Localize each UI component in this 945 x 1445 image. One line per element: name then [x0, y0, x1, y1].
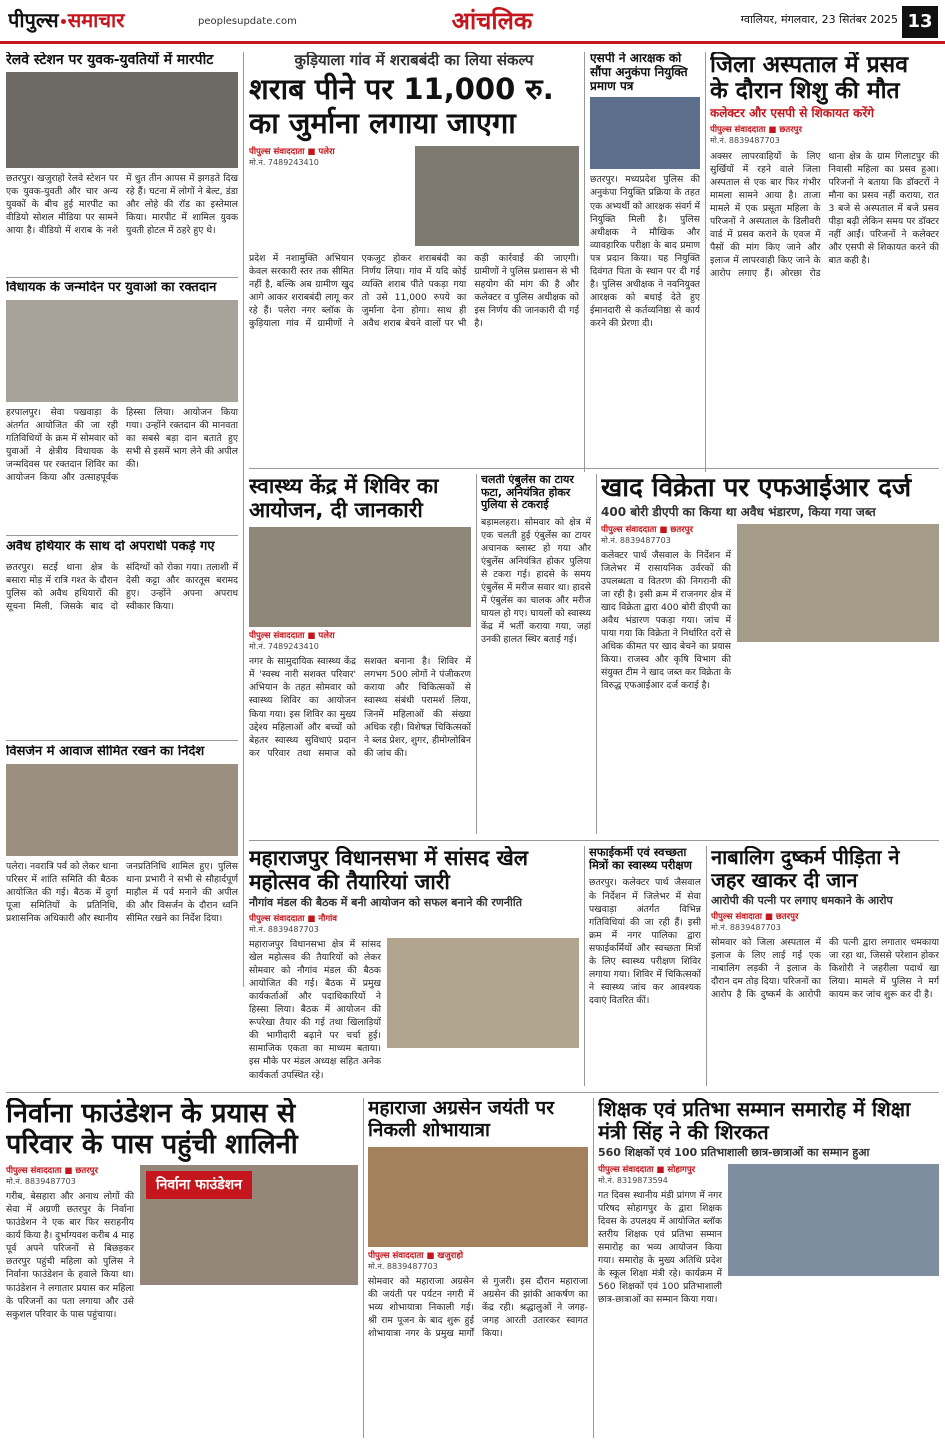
article-headline: महाराजा अग्रसेन जयंती पर निकली शोभायात्रा: [368, 1098, 554, 1141]
article-headline: रेलवे स्टेशन पर युवक-युवतियों में मारपीट: [6, 52, 214, 68]
article-subhead: 400 बोरी डीएपी का किया था अवैध भंडारण, किया गया जब्त: [601, 504, 876, 519]
article-headline: चलती एंबुलेंस का टायर फटा, अनियंत्रित होकर पुलिया से टकराई: [481, 474, 574, 512]
article-photo: [590, 97, 700, 169]
article-headline: अवैध हथियार के साथ दो अपराधी पकड़े गए: [6, 540, 215, 554]
masthead: [0, 0, 945, 44]
article-body: सोमवार को महाराजा अग्रसेन की जयंती पर पर्यटन नगरी में भव्य शोभायात्रा निकाली गई। श्री राम पूजन के बाद शुरू हुई शोभायात्रा नगर के प्रमुख मार्गों से गुजरी। इस दौरान महाराजा अग्रसेन की झांकी आकर्षण का केंद्र रही। श्रद्धालुओं ने जगह-जगह आरती उतारकर स्वागत किया।: [368, 1275, 588, 1339]
article-body: सोमवार को जिला अस्पताल में इलाज के लिए लाई गई एक नाबालिग लड़की ने इलाज के दौरान दम तोड़ दिया। परिजनों का आरोप है कि दुष्कर्म के आरोपी की पत्नी द्वारा लगातार धमकाया जा रहा था, जिससे परेशान होकर किशोरी ने जहरीला पदार्थ खा लिया। मामले में पुलिस ने मर्ग कायम कर जांच शुरू कर दी है।: [711, 936, 939, 1000]
article-mobile: मो.नं. 8839487703: [368, 1261, 438, 1271]
article-body: कलेक्टर पार्थ जैसवाल के निर्देशन में जिलेभर में रासायनिक उर्वरकों की उपलब्धता व वितरण की निगरानी की जा रही है। इसी क्रम में राजनगर क्षेत्र में खाद विक्रेता द्वारा 400 बोरी डीएपी का अवैध भंडारण पकड़ा गया। जांच में पाया गया कि विक्रेता ने निर्धारित दरों से अधिक कीमत पर खाद बेचने का प्रयास किया। राजस्व और कृषि विभाग की संयुक्त टीम ने खाद जब्त कर विक्रेता के विरुद्ध एफआईआर दर्ज कराई है।: [601, 549, 731, 692]
article-photo: [728, 1164, 939, 1276]
photo-banner: निर्वाना फाउंडेशन: [146, 1171, 252, 1199]
article-appointment: [590, 52, 700, 472]
article-byline: पीपुल्स संवाददाता ■ पलेरा: [249, 146, 335, 157]
article-mobile: मो.नं. 8839487703: [249, 924, 319, 934]
article-photo: [6, 764, 238, 856]
article-byline: पीपुल्स संवादाता ■ छतरपुर: [711, 911, 799, 922]
article-headline-line1: जिला अस्पताल में प्रसव: [710, 52, 909, 78]
article-sanitation-health: [589, 846, 701, 1086]
article-headline-line2: के दौरान शिशु की मौत: [710, 78, 900, 105]
article-teacher-honour: [598, 1098, 939, 1440]
article-minor-suicide: [711, 846, 939, 1086]
article-infant-death: [710, 52, 939, 472]
article-subhead: नौगांव मंडल की बैठक में बनी आयोजन को सफल बनाने की रणनीति: [249, 896, 522, 910]
article-sports-festival: [249, 846, 579, 1086]
brand-separator: [61, 19, 66, 24]
article-byline: पीपुल्स संवाददाता ■ छतरपुर: [601, 524, 693, 535]
article-headline: महाराजपुर विधानसभा में सांसद खेल महोत्सव की तैयारियां जारी: [249, 846, 528, 895]
article-subhead: आरोपी की पत्नी पर लगाए धमकाने के आरोप: [711, 894, 893, 907]
article-photo: [249, 527, 471, 627]
article-body: पलेरा। नवरात्रि पर्व को लेकर थाना परिसर में शांति समिति की बैठक आयोजित की गई। बैठक में दुर्गा पूजा समितियों के प्रतिनिधि, प्रशासनिक अधिकारी और स्थानीय जनप्रतिनिधि शामिल हुए। पुलिस थाना प्रभारी ने सभी से सौहार्दपूर्ण माहौल में पर्व मनाने की अपील की और विसर्जन के दौरान ध्वनि सीमित रखने का निर्देश दिया।: [6, 860, 238, 925]
article-body: छतरपुर। मध्यप्रदेश पुलिस की अनुकंपा नियुक्ति प्रक्रिया के तहत एक अभ्यर्थी को आरक्षक संवर्ग में नियुक्ति मिली है। पुलिस अधीक्षक ने मौखिक और व्यावहारिक परीक्षा के बाद प्रमाण पत्र प्रदान किया। यह नियुक्ति दिवंगत पिता के स्थान पर दी गई है। पुलिस अधीक्षक ने नवनियुक्त आरक्षक को बधाई देते हुए ईमानदारी से कर्तव्यनिष्ठा से कार्य करने की प्रेरणा दी।: [590, 174, 700, 330]
article-headline-line1: शराब पीने पर 11,000 रु.: [249, 72, 554, 107]
article-blood-donation: [6, 281, 238, 531]
article-body: प्रदेश में नशामुक्ति अभियान केवल सरकारी स्तर तक सीमित नहीं है, बल्कि अब ग्रामीण खुद आगे आकर शराबबंदी लागू कर रहे हैं। पलेरा नगर ब्लॉक के कुड़ियाला गांव में ग्रामीणों ने एकजुट होकर शराबबंदी का निर्णय लिया। गांव में यदि कोई व्यक्ति शराब पीते पकड़ा गया तो उसे 11,000 रुपये का जुर्माना देना होगा। साथ ही अवैध शराब बेचने वालों पर भी कड़ी कार्रवाई की जाएगी। ग्रामीणों ने पुलिस प्रशासन से भी सहयोग की मांग की है और कलेक्टर व पुलिस अधीक्षक को इस निर्णय की जानकारी दी गई है।: [249, 252, 579, 330]
brand-part-a: पीपुल्स: [8, 8, 59, 32]
article-byline: पीपुल्स संवाददाता ■ पलेरा: [249, 631, 335, 642]
article-mobile: मो.नं. 7489243410: [249, 642, 319, 652]
website-link[interactable]: peoplesupdate.com: [198, 16, 297, 27]
article-photo: [368, 1147, 588, 1247]
article-mobile: मो.नं. 8839487703: [710, 135, 780, 145]
newspaper-logo: [8, 6, 193, 38]
article-kicker: कुड़ियाला गांव में शराबबंदी का लिया संकल्प: [294, 52, 534, 69]
article-mobile: मो.नं. 8319873594: [598, 1175, 668, 1185]
article-body: गरीब, बेसहारा और अनाथ लोगों की सेवा में अग्रणी छतरपुर के निर्वाना फाउंडेशन ने एक बार फिर सराहनीय कार्य किया है। दुर्भाग्यवश करीब 4 माह पूर्व अपने परिजनों से बिछड़कर छतरपुर पहुंची महिला को पुलिस ने निर्वाना फाउंडेशन के हवाले किया था। फाउंडेशन ने लगातार प्रयास कर महिला के परिजनों का पता लगाया और उसे सकुशल परिवार के पास पहुंचाया।: [6, 1191, 134, 1320]
article-mobile: मो.नं. 7489243410: [249, 157, 319, 167]
page-number: 13: [902, 6, 938, 38]
article-headline: स्वास्थ्य केंद्र में शिविर का आयोजन, दी जानकारी: [249, 474, 439, 523]
article-mobile: मो.नं. 8839487703: [601, 535, 671, 545]
article-photo: [737, 524, 939, 642]
article-byline: पीपुल्स संवाददाता ■ छतरपुर: [6, 1166, 98, 1177]
article-agrasen-jayanti: [368, 1098, 588, 1440]
section-title: आंचलिक: [451, 7, 533, 35]
article-body: छतरपुर। कलेक्टर पार्थ जैसवाल के निर्देशन में जिलेभर में सेवा पखवाड़ा अंतर्गत विभिन्न गतिविधियां की जा रही हैं। इसी क्रम में नगर पालिका द्वारा सफाईकर्मियों और स्वच्छता मित्रों के लिए स्वास्थ्य परीक्षण शिविर लगाया गया। शिविर में चिकित्सकों ने स्वास्थ्य जांच कर आवश्यक दवाएं वितरित कीं।: [589, 877, 701, 1006]
article-fertilizer-fir: [601, 474, 939, 834]
article-body: नगर के सामुदायिक स्वास्थ्य केंद्र में 'स्वस्थ नारी सशक्त परिवार' अभियान के तहत सोमवार को स्वास्थ्य शिविर का आयोजन किया गया। इस शिविर का मुख्य उद्देश्य महिलाओं और बच्चों को बेहतर स्वास्थ्य सुविधाएं प्रदान कर परिवार तथा समाज को सशक्त बनाना है। शिविर में लगभग 500 लोगों ने पंजीकरण कराया और चिकित्सकों से स्वास्थ्य संबंधी परामर्श लिया, जिनमें महिलाओं की संख्या अधिक रही। विशेषज्ञ चिकित्सकों ने ब्लड प्रेशर, शुगर, हीमोग्लोबिन की जांच की।: [249, 656, 471, 759]
article-body: गत दिवस स्थानीय मंडी प्रांगण में नगर परिषद सोहागपुर के द्वारा शिक्षक दिवस के उपलक्ष्य में आयोजित ब्लॉक स्तरीय शिक्षक एवं प्रतिभा सम्मान समारोह का भव्य आयोजन किया गया। समारोह के मुख्य अतिथि प्रदेश के स्कूल शिक्षा मंत्री रहे। कार्यक्रम में 560 शिक्षकों एवं 100 प्रतिभाशाली छात्र-छात्राओं का सम्मान किया गया।: [598, 1189, 722, 1306]
article-photo: [415, 146, 579, 246]
brand-part-b: समाचार: [67, 8, 125, 32]
article-illegal-weapon: [6, 540, 238, 735]
article-headline: निर्वाना फाउंडेशन के प्रयास से परिवार के पास पहुंची शालिनी: [6, 1098, 298, 1161]
article-headline: एसपी ने आरक्षक को सौंपा अनुकंपा नियुक्ति प्रमाण पत्र: [590, 52, 688, 93]
article-photo: [140, 1165, 358, 1285]
article-nirvana-foundation: [6, 1098, 358, 1440]
article-railway-fight: [6, 52, 238, 272]
article-subhead: 560 शिक्षकों एवं 100 प्रतिभाशाली छात्र-छात्राओं का सम्मान हुआ: [598, 1146, 870, 1159]
article-mobile: मो.नं. 8839487703: [711, 922, 781, 932]
article-body: छतरपुर। सटई थाना क्षेत्र के बसारा मोड़ में रात्रि गश्त के दौरान पुलिस को अवैध हथियारों की सूचना मिली, जिसके बाद दो संदिग्धों को रोका गया। तलाशी में देसी कट्टा और कारतूस बरामद हुए। उन्होंने अपना अपराध स्वीकार किया।: [6, 561, 238, 613]
article-headline: शिक्षक एवं प्रतिभा सम्मान समारोह में शिक्षा मंत्री सिंह ने की शिरकत: [598, 1098, 911, 1144]
article-photo: [6, 300, 238, 402]
article-alcohol-ban: [249, 52, 579, 462]
article-byline: पीपुल्स संवाददाता ■ नौगांव: [249, 913, 338, 924]
article-ambulance-crash: [481, 474, 591, 834]
article-health-camp: [249, 474, 471, 834]
article-photo: [387, 938, 579, 1048]
article-byline: पीपुल्स संवाददाता ■ सोहागपुर: [598, 1164, 696, 1175]
article-subhead: कलेक्टर और एसपी से शिकायत करेंगे: [710, 105, 874, 120]
article-body: अक्सर लापरवाहियों के लिए सुर्खियों में रहने वाले जिला अस्पताल से एक बार फिर गंभीर मामला सामने आया है। ताजा मामले में एक प्रसूता महिला के परिजनों ने अस्पताल के डिलीवरी वार्ड में प्रसव कराने के एवज में पैसों की मांग किए जाने और इलाज में लापरवाही किए जाने के आरोप लगाए हैं। ओरछा रोड थाना क्षेत्र के ग्राम गिलाटपुर की निवासी महिला का प्रसव हुआ। परिजनों ने बताया कि डॉक्टरों ने मौना का प्रसव नहीं कराया, रात 3 बजे से अस्पताल में बजे प्रसव पीड़ा बढ़ी लेकिन समय पर डॉक्टर नहीं आईं। परिजनों ने कलेक्टर और एसपी से शिकायत करने की बात कही है।: [710, 150, 939, 280]
article-headline: विधायक के जन्मदिन पर युवाओं का रक्तदान: [6, 281, 217, 295]
article-body: महाराजपुर विधानसभा क्षेत्र में सांसद खेल महोत्सव की तैयारियों को लेकर सोमवार को नौगांव मंडल की बैठक आयोजित की गई। बैठक में प्रमुख कार्यकर्ताओं और पदाधिकारियों ने हिस्सा लिया। बैठक में आयोजन की रूपरेखा तैयार की गई तथा खिलाड़ियों की भागीदारी बढ़ाने पर चर्चा हुई। सामाजिक एकता का माध्यम बताया। इस मौके पर मंडल अध्यक्ष सहित अनेक कार्यकर्ता उपस्थित रहे।: [249, 938, 381, 1081]
article-headline: विसर्जन में आवाज सीमित रखने का निर्देश: [6, 745, 205, 759]
edition-date: ग्वालियर, मंगलवार, 23 सितंबर 2025: [740, 13, 898, 26]
article-body: हरपालपुर। सेवा पखवाड़ा के अंतर्गत आयोजित की जा रही गतिविधियों के क्रम में सोमवार को युवाओं ने क्षेत्रीय विधायक के जन्मदिवस पर रक्तदान शिविर का आयोजन किया और उत्साहपूर्वक हिस्सा लिया। आयोजन किया गया। उन्होंने रक्तदान की मानवता का सबसे बड़ा दान बताते हुए सभी से इसमें भाग लेने की अपील की।: [6, 406, 238, 484]
article-byline: पीपुल्स संवाददाता ■ छतरपुर: [710, 124, 802, 135]
article-headline: नाबालिग दुष्कर्म पीड़िता ने जहर खाकर दी जान: [711, 846, 900, 892]
article-headline: खाद विक्रेता पर एफआईआर दर्ज: [601, 474, 912, 503]
article-body: बड़ामलहरा। सोमवार को क्षेत्र में एक चलती हुई एंबुलेंस का टायर अचानक ब्लास्ट हो गया और एंबुलेंस अनियंत्रित होकर पुलिया से टकरा गई। हादसे के समय एंबुलेंस में मरीज सवार था। हादसे में एंबुलेंस का चालक और मरीज घायल हो गए। घायलों को स्वास्थ्य केंद्र में भर्ती कराया गया, जहां उनकी हालत स्थिर बताई गई।: [481, 516, 591, 646]
article-photo: [6, 72, 238, 168]
article-mobile: मो.नं. 8839487703: [6, 1177, 76, 1187]
article-headline: सफाईकर्मी एवं स्वच्छता मित्रों का स्वास्थ्य परीक्षण: [589, 846, 692, 873]
article-byline: पीपुल्स संवाददाता ■ खजुराहो: [368, 1250, 464, 1261]
article-body: छतरपुर। खजुराहो रेलवे स्टेशन पर एक युवक-युवती और चार अन्य युवकों के बीच हुई मारपीट का वीडियो सोशल मीडिया पर सामने आया है। वीडियो में शराब के नशे में धुत तीन आपस में झगड़ते दिख रहे हैं। घटना में लोगों ने बेल्ट, डंडा और लोहे की रॉड का इस्तेमाल किया। मारपीट में शामिल युवक युवती होटल में ठहरे हुए थे।: [6, 173, 238, 237]
article-headline-line2: का जुर्माना लगाया जाएगा: [249, 105, 516, 140]
article-immersion-notice: [6, 745, 238, 990]
